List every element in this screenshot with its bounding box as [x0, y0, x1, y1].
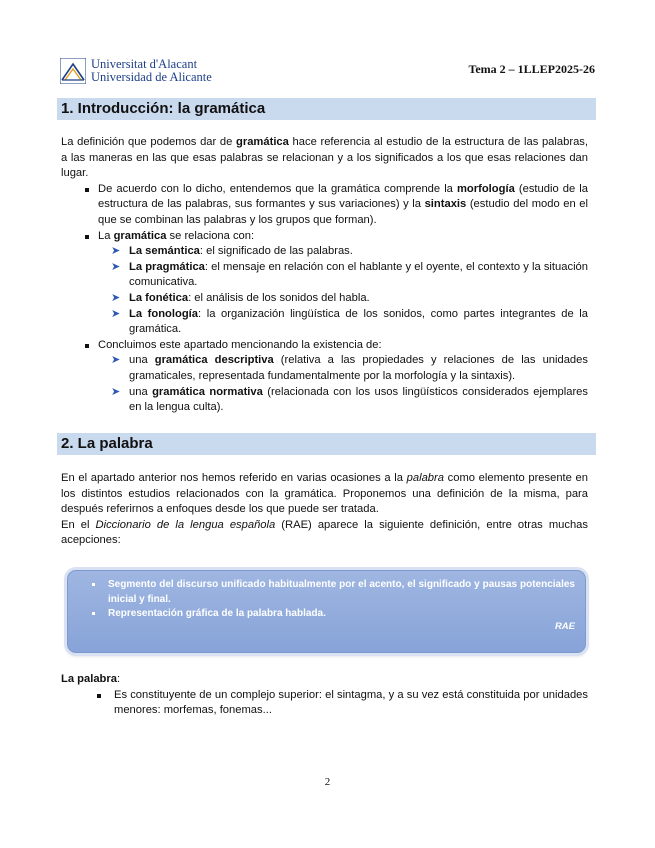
arrow-bullet-icon: ➤	[111, 307, 121, 320]
arrow-bullet-icon: ➤	[111, 354, 121, 367]
logo-line-2: Universidad de Alicante	[91, 70, 212, 84]
section-2-title: 2. La palabra	[57, 433, 596, 455]
section-1-title: 1. Introducción: la gramática	[57, 98, 596, 120]
section-2-intro	[61, 471, 588, 549]
quote-source: RAE	[554, 621, 575, 632]
square-bullet-icon	[97, 694, 101, 698]
definition-item: Segmento del discurso unificado habitualmente por el acento, el significado y pausas potenciales inicial y final.	[88, 578, 575, 607]
university-logo	[60, 58, 212, 84]
list-item: ➤ La semántica: el significado de las palabras.	[61, 244, 588, 260]
grammar-types-list	[61, 353, 588, 415]
logo-line-1: Universitat d'Alacant	[91, 57, 198, 71]
list-item: ➤ La pragmática: el mensaje en relación con el hablante y el oyente, el contexto y la situación comunicativa.	[111, 260, 588, 289]
arrow-bullet-icon: ➤	[111, 245, 121, 258]
rae-definition-box	[67, 570, 586, 653]
list-item: ➤ una gramática descriptiva (relativa a las propiedades y relaciones de las unidades gramaticales, representada fundamentalmente por la morfología y la sintaxis).	[111, 354, 588, 382]
palabra-bullet: Es constituyente de un complejo superior: el sintagma, y a su vez está constituida por unidades menores: morfemas, fonemas...	[61, 688, 588, 719]
document-reference: Tema 2 – 1LLEP2025-26	[468, 62, 595, 76]
bullet-gramatica-relaciona: La gramática se relaciona con:	[61, 229, 588, 245]
university-logo-icon	[60, 58, 86, 84]
arrow-bullet-icon: ➤	[111, 291, 121, 304]
intro-paragraph: La definición que podemos dar de gramática hace referencia al estudio de la estructura de las palabras, a las maneras en las que esas palabras se relacionan y a los significados a los que esas relaciones dan lugar.	[61, 136, 588, 180]
arrow-bullet-icon: ➤	[111, 260, 121, 273]
palabra-label: La palabra	[61, 673, 117, 685]
bullet-concluimos: Concluimos este apartado mencionando la existencia de:	[61, 338, 588, 354]
diccionario-paragraph: En el Diccionario de la lengua española (RAE) aparece la siguiente definición, entre otras muchas acepciones:	[61, 518, 588, 547]
bullet-morfologia-sintaxis: De acuerdo con lo dicho, entendemos que la gramática comprende la morfología (estudio de la estructura de las palabras, sus formantes y sus variaciones) y la sintaxis (estudio del modo en el que se combinan las palabras y los grupos que forman).	[61, 182, 588, 229]
arrow-bullet-icon: ➤	[111, 385, 121, 398]
definition-item: Representación gráfica de la palabra hablada.	[88, 607, 575, 622]
page-number: 2	[324, 776, 331, 788]
section-1-bullets	[61, 182, 588, 244]
palabra-paragraph: En el apartado anterior nos hemos referido en varias ocasiones a la palabra como elemento presente en los distintos estudios relacionados con la gramática. Proponemos una definición de la misma, para después referirnos a enfoques desde los que puede ser tratada.	[61, 472, 588, 516]
list-item: ➤ La fonética: el análisis de los sonidos del habla.	[61, 291, 588, 307]
palabra-section: La palabra: Es constituyente de un complejo superior: el sintagma, y a su vez está constituida por unidades menores: morfemas, fonemas...	[61, 672, 588, 719]
section-1-body	[61, 135, 588, 416]
list-item: ➤ La fonología: la organización lingüística de los sonidos, como partes integrantes de la gramática.	[111, 307, 589, 336]
relations-list	[61, 244, 588, 338]
list-item: ➤ una gramática normativa (relacionada con los usos lingüísticos considerados ejemplares en la lengua culta).	[111, 385, 589, 414]
